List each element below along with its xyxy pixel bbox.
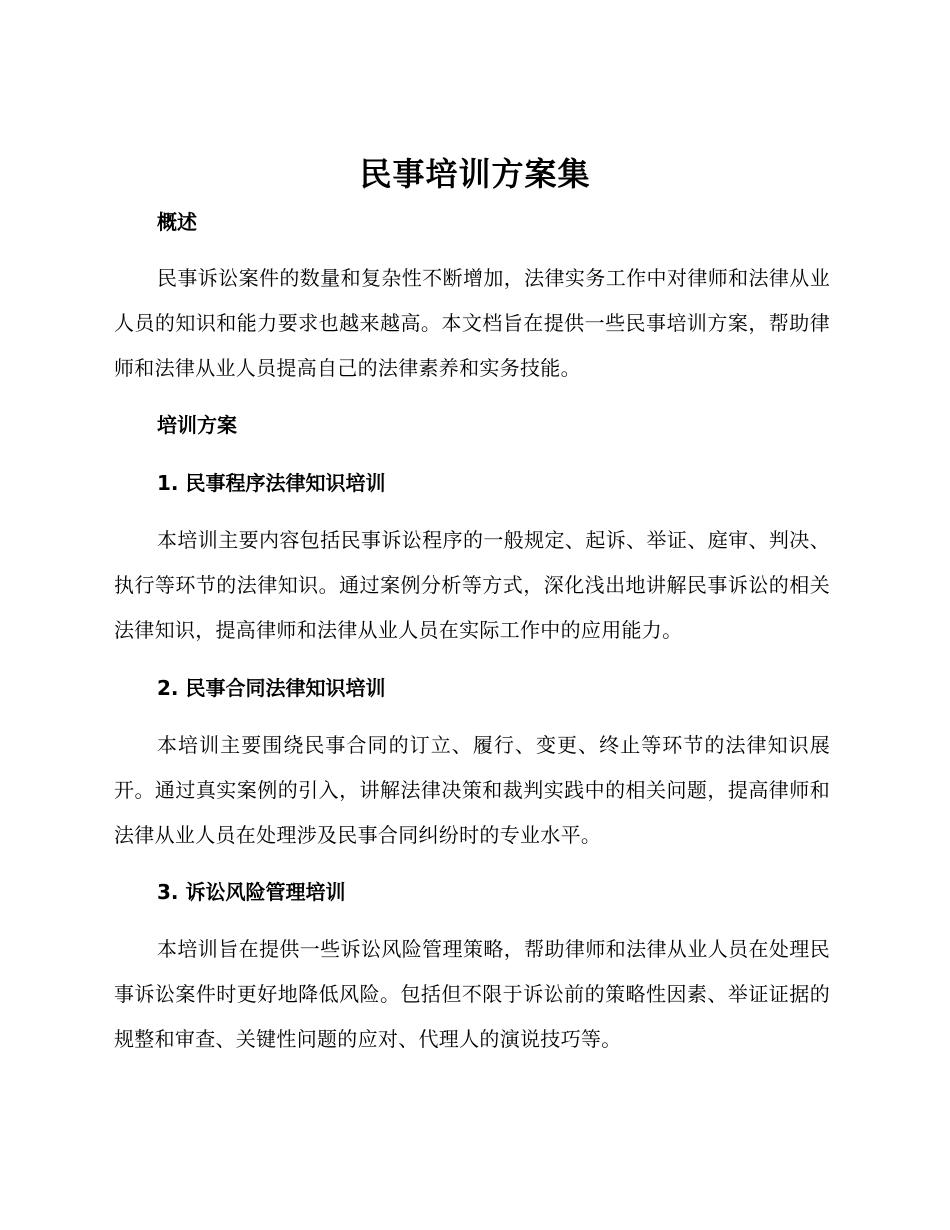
plan-paragraph-litigation-risk: 本培训旨在提供一些诉讼风险管理策略，帮助律师和法律从业人员在处理民事诉讼案件时更好地降低风险。包括但不限于诉讼前的策略性因素、举证证据的规整和审查、关键性问题的应对、代理人的演说技巧等。	[114, 937, 830, 1051]
paragraph-overview: 民事诉讼案件的数量和复杂性不断增加，法律实务工作中对律师和法律从业人员的知识和能力要求也越来越高。本文档旨在提供一些民事培训方案，帮助律师和法律从业人员提高自己的法律素养和实务技能。	[114, 266, 830, 380]
section-heading-training-plans: 培训方案	[157, 413, 237, 437]
document-title: 民事培训方案集	[359, 155, 591, 193]
plan-heading-civil-procedure: 1. 民事程序法律知识培训	[157, 471, 386, 495]
plan-paragraph-civil-procedure: 本培训主要内容包括民事诉讼程序的一般规定、起诉、举证、庭审、判决、执行等环节的法律知识。通过案例分析等方式，深化浅出地讲解民事诉讼的相关法律知识，提高律师和法律从业人员在实际工作中的应用能力。	[114, 528, 830, 642]
plan-paragraph-civil-contract: 本培训主要围绕民事合同的订立、履行、变更、终止等环节的法律知识展开。通过真实案例的引入，讲解法律决策和裁判实践中的相关问题，提高律师和法律从业人员在处理涉及民事合同纠纷时的专业水平。	[114, 733, 830, 847]
plan-heading-civil-contract: 2. 民事合同法律知识培训	[157, 676, 386, 700]
plan-heading-litigation-risk: 3. 诉讼风险管理培训	[157, 880, 346, 904]
section-heading-overview: 概述	[157, 210, 197, 234]
